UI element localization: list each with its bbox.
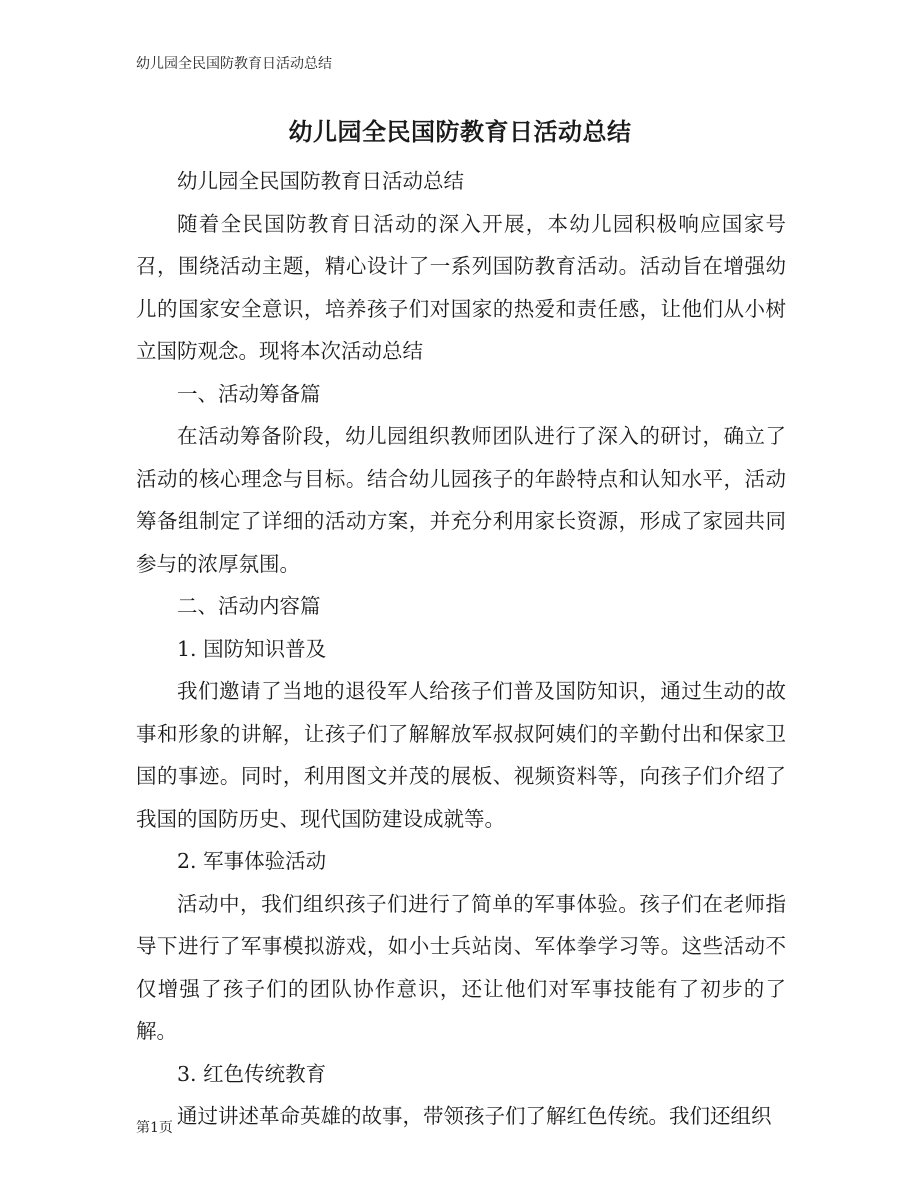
running-header: 幼儿园全民国防教育日活动总结 (136, 56, 332, 72)
red-tradition-paragraph: 通过讲述革命英雄的故事，带领孩子们了解红色传统。我们还组织 (177, 1104, 772, 1128)
item-heading-red-tradition: 3. 红色传统教育 (177, 1061, 327, 1086)
military-paragraph: 活动中，我们组织孩子们进行了简单的军事体验。孩子们在老师指导下进行了军事模拟游戏，如小士兵站岗、军体拳学习等。这些活动不仅增强了孩子们的团队协作意识，还让他们对军事技能有了初步的了解。 (136, 891, 786, 1043)
page-number: 第1页 (136, 1120, 173, 1136)
intro-paragraph: 随着全民国防教育日活动的深入开展，本幼儿园积极响应国家号召，围绕活动主题，精心设计了一系列国防教育活动。活动旨在增强幼儿的国家安全意识，培养孩子们对国家的热爱和责任感，让他们从小树立国防观念。现将本次活动总结 (136, 211, 786, 363)
document-subtitle: 幼儿园全民国防教育日活动总结 (177, 169, 464, 193)
section-heading-preparation: 一、活动筹备篇 (177, 381, 321, 406)
item-heading-knowledge: 1. 国防知识普及 (177, 636, 327, 661)
document-body (136, 160, 786, 1138)
document-title: 幼儿园全民国防教育日活动总结 (288, 118, 632, 146)
knowledge-paragraph: 我们邀请了当地的退役军人给孩子们普及国防知识，通过生动的故事和形象的讲解，让孩子们了解解放军叔叔阿姨们的辛勤付出和保家卫国的事迹。同时，利用图文并茂的展板、视频资料等，向孩子们介绍了我国的国防历史、现代国防建设成就等。 (136, 679, 786, 831)
section-heading-content: 二、活动内容篇 (177, 594, 321, 618)
item-heading-military: 2. 军事体验活动 (177, 849, 327, 873)
preparation-paragraph: 在活动筹备阶段，幼儿园组织教师团队进行了深入的研讨，确立了活动的核心理念与目标。结合幼儿园孩子的年龄特点和认知水平，活动筹备组制定了详细的活动方案，并充分利用家长资源，形成了家园共同参与的浓厚氛围。 (136, 424, 786, 576)
